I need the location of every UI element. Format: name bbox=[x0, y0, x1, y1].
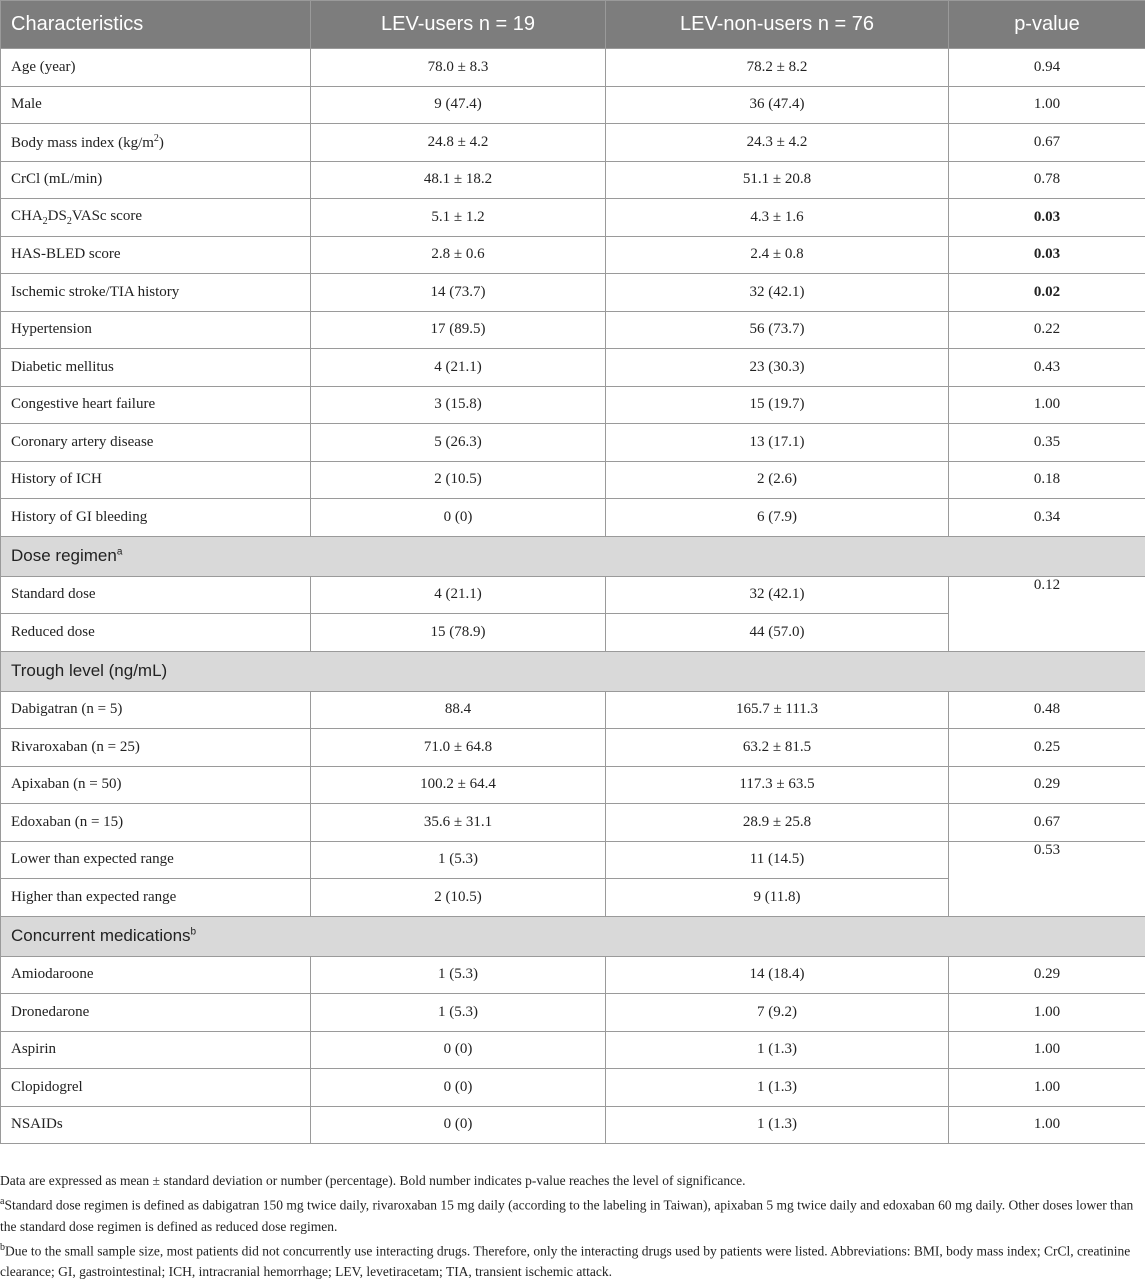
footnote-marker: a bbox=[117, 546, 123, 557]
row-label: Age (year) bbox=[1, 49, 311, 87]
row-label: Reduced dose bbox=[1, 614, 311, 652]
non-lev-value: 36 (47.4) bbox=[606, 86, 949, 124]
p-value: 0.22 bbox=[949, 311, 1145, 349]
footnote-marker: a bbox=[0, 1196, 4, 1207]
section-concurrent-medications bbox=[1, 916, 1145, 956]
row-label: Dronedarone bbox=[1, 994, 311, 1032]
p-value: 0.67 bbox=[949, 804, 1145, 842]
table-row bbox=[1, 691, 1145, 729]
header-characteristics: Characteristics bbox=[1, 1, 311, 49]
row-label bbox=[1, 199, 311, 237]
table-row bbox=[1, 424, 1145, 462]
non-lev-value: 15 (19.7) bbox=[606, 386, 949, 424]
row-label: Hypertension bbox=[1, 311, 311, 349]
table-row bbox=[1, 86, 1145, 124]
lev-value: 0 (0) bbox=[311, 1106, 606, 1144]
row-label: History of GI bleeding bbox=[1, 499, 311, 537]
table-row bbox=[1, 349, 1145, 387]
lev-value: 1 (5.3) bbox=[311, 841, 606, 879]
p-value: 0.18 bbox=[949, 461, 1145, 499]
lev-value: 2.8 ± 0.6 bbox=[311, 236, 606, 274]
row-label: History of ICH bbox=[1, 461, 311, 499]
header-lev-users: LEV-users n = 19 bbox=[311, 1, 606, 49]
table-row bbox=[1, 994, 1145, 1032]
lev-value: 17 (89.5) bbox=[311, 311, 606, 349]
lev-value: 15 (78.9) bbox=[311, 614, 606, 652]
p-value: 0.53 bbox=[949, 841, 1145, 916]
row-label: HAS-BLED score bbox=[1, 236, 311, 274]
table-row bbox=[1, 841, 1145, 879]
lev-value: 0 (0) bbox=[311, 499, 606, 537]
lev-value: 5 (26.3) bbox=[311, 424, 606, 462]
lev-value: 2 (10.5) bbox=[311, 879, 606, 917]
table-row bbox=[1, 199, 1145, 237]
p-value-significant: 0.02 bbox=[949, 274, 1145, 312]
non-lev-value: 4.3 ± 1.6 bbox=[606, 199, 949, 237]
table-row bbox=[1, 956, 1145, 994]
non-lev-value: 2.4 ± 0.8 bbox=[606, 236, 949, 274]
superscript: 2 bbox=[154, 133, 159, 144]
row-label: Lower than expected range bbox=[1, 841, 311, 879]
row-label: Dabigatran (n = 5) bbox=[1, 691, 311, 729]
section-label: Trough level (ng/mL) bbox=[1, 651, 1145, 691]
section-title: Concurrent medications bbox=[11, 926, 191, 945]
header-lev-non-users: LEV-non-users n = 76 bbox=[606, 1, 949, 49]
table-row bbox=[1, 461, 1145, 499]
section-label bbox=[1, 536, 1145, 576]
p-value: 0.35 bbox=[949, 424, 1145, 462]
row-label: CrCl (mL/min) bbox=[1, 161, 311, 199]
non-lev-value: 9 (11.8) bbox=[606, 879, 949, 917]
non-lev-value: 6 (7.9) bbox=[606, 499, 949, 537]
footnote-b bbox=[0, 1237, 1135, 1282]
table-row bbox=[1, 1031, 1145, 1069]
lev-value: 35.6 ± 31.1 bbox=[311, 804, 606, 842]
row-label: NSAIDs bbox=[1, 1106, 311, 1144]
lev-value: 1 (5.3) bbox=[311, 956, 606, 994]
table-row bbox=[1, 124, 1145, 162]
lev-value: 100.2 ± 64.4 bbox=[311, 766, 606, 804]
table-row bbox=[1, 576, 1145, 614]
table-row bbox=[1, 729, 1145, 767]
non-lev-value: 56 (73.7) bbox=[606, 311, 949, 349]
footnote-general: Data are expressed as mean ± standard deviation or number (percentage). Bold number indicates p-value reaches the level of significance. bbox=[0, 1170, 1135, 1191]
row-label: Diabetic mellitus bbox=[1, 349, 311, 387]
lev-value: 4 (21.1) bbox=[311, 349, 606, 387]
lev-value: 1 (5.3) bbox=[311, 994, 606, 1032]
p-value: 0.78 bbox=[949, 161, 1145, 199]
table-row bbox=[1, 236, 1145, 274]
lev-value: 71.0 ± 64.8 bbox=[311, 729, 606, 767]
non-lev-value: 1 (1.3) bbox=[606, 1069, 949, 1107]
non-lev-value: 32 (42.1) bbox=[606, 576, 949, 614]
footnote-text: Standard dose regimen is defined as dabigatran 150 mg twice daily, rivaroxaban 15 mg daily (according to the labeling in Taiwan), apixaban 5 mg twice daily and edoxaban 60 mg daily. Other doses lower than the standard dose regimen is defined as reduced dose regimen. bbox=[0, 1198, 1133, 1234]
footnote-text: Due to the small sample size, most patients did not concurrently use interacting drugs. Therefore, only the interacting drugs used by patients were listed. Abbreviations: BMI, body mass index; CrCl, creatinine clearance; GI, gastrointestinal; ICH, intracranial hemorrhage; LEV, levetiracetam; TIA, transient ischemic attack. bbox=[0, 1243, 1130, 1279]
p-value: 0.94 bbox=[949, 49, 1145, 87]
p-value: 0.29 bbox=[949, 766, 1145, 804]
table-header-row bbox=[1, 1, 1145, 49]
non-lev-value: 2 (2.6) bbox=[606, 461, 949, 499]
row-label-text: CHA bbox=[11, 208, 43, 224]
lev-value: 48.1 ± 18.2 bbox=[311, 161, 606, 199]
row-label: Higher than expected range bbox=[1, 879, 311, 917]
lev-value: 88.4 bbox=[311, 691, 606, 729]
non-lev-value: 23 (30.3) bbox=[606, 349, 949, 387]
non-lev-value: 28.9 ± 25.8 bbox=[606, 804, 949, 842]
lev-value: 14 (73.7) bbox=[311, 274, 606, 312]
subscript: 2 bbox=[67, 216, 72, 227]
p-value: 1.00 bbox=[949, 86, 1145, 124]
p-value: 1.00 bbox=[949, 1106, 1145, 1144]
non-lev-value: 63.2 ± 81.5 bbox=[606, 729, 949, 767]
non-lev-value: 13 (17.1) bbox=[606, 424, 949, 462]
p-value: 0.34 bbox=[949, 499, 1145, 537]
lev-value: 24.8 ± 4.2 bbox=[311, 124, 606, 162]
lev-value: 0 (0) bbox=[311, 1069, 606, 1107]
table-row bbox=[1, 1106, 1145, 1144]
lev-value: 9 (47.4) bbox=[311, 86, 606, 124]
table-row bbox=[1, 386, 1145, 424]
p-value: 0.25 bbox=[949, 729, 1145, 767]
table-row bbox=[1, 274, 1145, 312]
row-label: Apixaban (n = 50) bbox=[1, 766, 311, 804]
non-lev-value: 44 (57.0) bbox=[606, 614, 949, 652]
table-row bbox=[1, 1069, 1145, 1107]
p-value: 1.00 bbox=[949, 994, 1145, 1032]
p-value: 1.00 bbox=[949, 1069, 1145, 1107]
section-dose-regimen bbox=[1, 536, 1145, 576]
row-label: Edoxaban (n = 15) bbox=[1, 804, 311, 842]
non-lev-value: 78.2 ± 8.2 bbox=[606, 49, 949, 87]
lev-value: 2 (10.5) bbox=[311, 461, 606, 499]
p-value-significant: 0.03 bbox=[949, 199, 1145, 237]
section-label bbox=[1, 916, 1145, 956]
table-row bbox=[1, 804, 1145, 842]
row-label: Coronary artery disease bbox=[1, 424, 311, 462]
non-lev-value: 117.3 ± 63.5 bbox=[606, 766, 949, 804]
row-label bbox=[1, 124, 311, 162]
row-label-text: Body mass index (kg/m bbox=[11, 135, 154, 151]
section-title: Dose regimen bbox=[11, 546, 117, 565]
footnote-a bbox=[0, 1191, 1135, 1237]
p-value: 1.00 bbox=[949, 386, 1145, 424]
subscript: 2 bbox=[43, 216, 48, 227]
table-row bbox=[1, 161, 1145, 199]
p-value: 0.29 bbox=[949, 956, 1145, 994]
table-row bbox=[1, 766, 1145, 804]
section-trough-level bbox=[1, 651, 1145, 691]
header-p-value: p-value bbox=[949, 1, 1145, 49]
non-lev-value: 14 (18.4) bbox=[606, 956, 949, 994]
row-label-text-end: ) bbox=[159, 135, 164, 151]
row-label-text: DS bbox=[48, 208, 67, 224]
non-lev-value: 165.7 ± 111.3 bbox=[606, 691, 949, 729]
p-value: 1.00 bbox=[949, 1031, 1145, 1069]
table-row bbox=[1, 499, 1145, 537]
lev-value: 3 (15.8) bbox=[311, 386, 606, 424]
footnote-marker: b bbox=[0, 1242, 5, 1253]
row-label: Standard dose bbox=[1, 576, 311, 614]
lev-value: 4 (21.1) bbox=[311, 576, 606, 614]
p-value: 0.12 bbox=[949, 576, 1145, 651]
non-lev-value: 11 (14.5) bbox=[606, 841, 949, 879]
non-lev-value: 24.3 ± 4.2 bbox=[606, 124, 949, 162]
row-label: Ischemic stroke/TIA history bbox=[1, 274, 311, 312]
row-label: Clopidogrel bbox=[1, 1069, 311, 1107]
row-label: Rivaroxaban (n = 25) bbox=[1, 729, 311, 767]
table-row bbox=[1, 49, 1145, 87]
lev-value: 0 (0) bbox=[311, 1031, 606, 1069]
row-label: Male bbox=[1, 86, 311, 124]
row-label: Aspirin bbox=[1, 1031, 311, 1069]
lev-value: 5.1 ± 1.2 bbox=[311, 199, 606, 237]
non-lev-value: 32 (42.1) bbox=[606, 274, 949, 312]
row-label-text: VASc score bbox=[72, 208, 142, 224]
non-lev-value: 51.1 ± 20.8 bbox=[606, 161, 949, 199]
table-footnotes bbox=[0, 1170, 1135, 1282]
row-label: Amiodaroone bbox=[1, 956, 311, 994]
row-label: Congestive heart failure bbox=[1, 386, 311, 424]
table-row bbox=[1, 311, 1145, 349]
p-value: 0.67 bbox=[949, 124, 1145, 162]
p-value-significant: 0.03 bbox=[949, 236, 1145, 274]
p-value: 0.48 bbox=[949, 691, 1145, 729]
non-lev-value: 7 (9.2) bbox=[606, 994, 949, 1032]
non-lev-value: 1 (1.3) bbox=[606, 1031, 949, 1069]
non-lev-value: 1 (1.3) bbox=[606, 1106, 949, 1144]
p-value: 0.43 bbox=[949, 349, 1145, 387]
lev-value: 78.0 ± 8.3 bbox=[311, 49, 606, 87]
footnote-marker: b bbox=[191, 926, 197, 937]
